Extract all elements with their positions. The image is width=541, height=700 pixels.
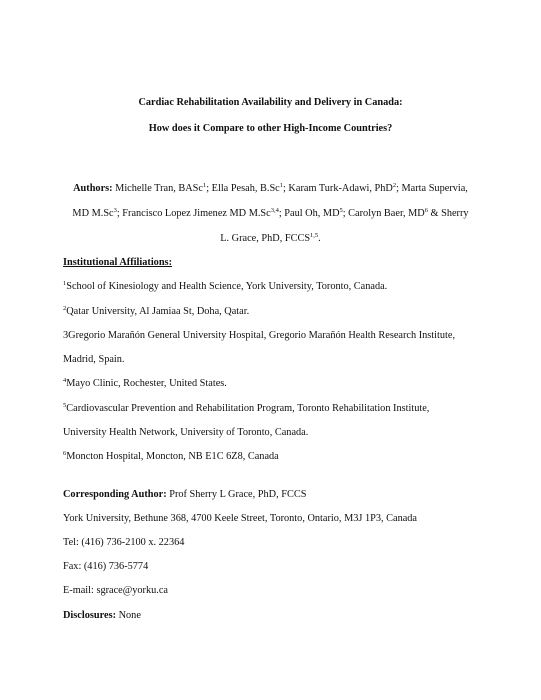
corresponding-address: York University, Bethune 368, 4700 Keele Street, Toronto, Ontario, M3J 1P3, Canada bbox=[63, 513, 418, 524]
affiliation-2 bbox=[63, 306, 249, 318]
affiliation-5-line-2: University Health Network, University of Toronto, Canada. bbox=[63, 427, 309, 438]
author-8-cont: L. Grace, PhD, FCCS bbox=[220, 233, 311, 244]
affiliation-1-number: 1 bbox=[63, 280, 67, 287]
corresponding-tel: Tel: (416) 736-2100 x. 22364 bbox=[63, 537, 185, 548]
disclosures bbox=[63, 610, 141, 622]
corresponding-author-label: Corresponding Author: bbox=[63, 489, 167, 500]
author-4-cont: MD M.Sc bbox=[72, 208, 114, 219]
author-7: ; Carolyn Baer, MD bbox=[342, 208, 425, 219]
authors-line-3 bbox=[0, 233, 541, 245]
authors-end: . bbox=[318, 233, 321, 244]
disclosures-label: Disclosures: bbox=[63, 610, 117, 621]
affiliation-3-line-1: 3Gregorio Marañón General University Hospital, Gregorio Marañón Health Research Institute, bbox=[63, 330, 456, 341]
author-1: Michelle Tran, BASc bbox=[112, 183, 203, 194]
corresponding-fax: Fax: (416) 736-5774 bbox=[63, 561, 149, 572]
paper-title-line-2: How does it Compare to other High-Income Countries? bbox=[148, 123, 393, 134]
affiliation-5-number: 5 bbox=[63, 402, 67, 409]
author-1-affil: 1 bbox=[202, 182, 207, 189]
corresponding-author bbox=[63, 489, 306, 501]
author-8: & Sherry bbox=[427, 208, 469, 219]
affiliation-4-number: 4 bbox=[63, 377, 67, 384]
authors-line-1 bbox=[0, 183, 541, 195]
author-8-affil: 1,5 bbox=[310, 232, 319, 239]
author-5: ; Francisco Lopez Jimenez MD M.Sc bbox=[116, 208, 271, 219]
affiliation-4 bbox=[63, 378, 227, 390]
corresponding-email: E-mail: sgrace@yorku.ca bbox=[63, 585, 168, 596]
affiliation-3-line-2: Madrid, Spain. bbox=[63, 354, 125, 365]
author-2-affil: 1 bbox=[279, 182, 283, 189]
author-6-affil: 5 bbox=[339, 207, 343, 214]
author-5-affil: 3,4 bbox=[270, 207, 279, 214]
author-4-affil: 3 bbox=[113, 207, 117, 214]
affiliation-5-line-1 bbox=[63, 403, 429, 415]
affiliation-6-number: 6 bbox=[63, 450, 67, 457]
affiliation-5-text: Cardiovascular Prevention and Rehabilitation Program, Toronto Rehabilitation Institute, bbox=[66, 403, 430, 414]
affiliation-1 bbox=[63, 281, 387, 293]
author-6: ; Paul Oh, MD bbox=[278, 208, 340, 219]
author-3-affil: 2 bbox=[392, 182, 397, 189]
author-7-affil: 6 bbox=[424, 207, 428, 214]
affiliation-1-text: School of Kinesiology and Health Science, York University, Toronto, Canada. bbox=[66, 281, 388, 292]
author-2: ; Ella Pesah, B.Sc bbox=[206, 183, 280, 194]
authors-label: Authors: bbox=[73, 183, 113, 194]
affiliation-2-text: Qatar University, Al Jamiaa St, Doha, Qatar. bbox=[66, 306, 250, 317]
affiliations-heading: Institutional Affiliations: bbox=[63, 257, 172, 268]
corresponding-author-name: Prof Sherry L Grace, PhD, FCCS bbox=[166, 489, 307, 500]
paper-title-line-1: Cardiac Rehabilitation Availability and Delivery in Canada: bbox=[138, 97, 403, 108]
author-4: ; Marta Supervia, bbox=[396, 183, 468, 194]
disclosures-value: None bbox=[116, 610, 141, 621]
affiliation-4-text: Mayo Clinic, Rochester, United States. bbox=[66, 378, 227, 389]
affiliation-6 bbox=[63, 451, 279, 463]
affiliation-2-number: 2 bbox=[63, 305, 67, 312]
affiliation-6-text: Moncton Hospital, Moncton, NB E1C 6Z8, Canada bbox=[66, 451, 279, 462]
authors-line-2 bbox=[0, 208, 541, 220]
author-3: ; Karam Turk-Adawi, PhD bbox=[283, 183, 393, 194]
